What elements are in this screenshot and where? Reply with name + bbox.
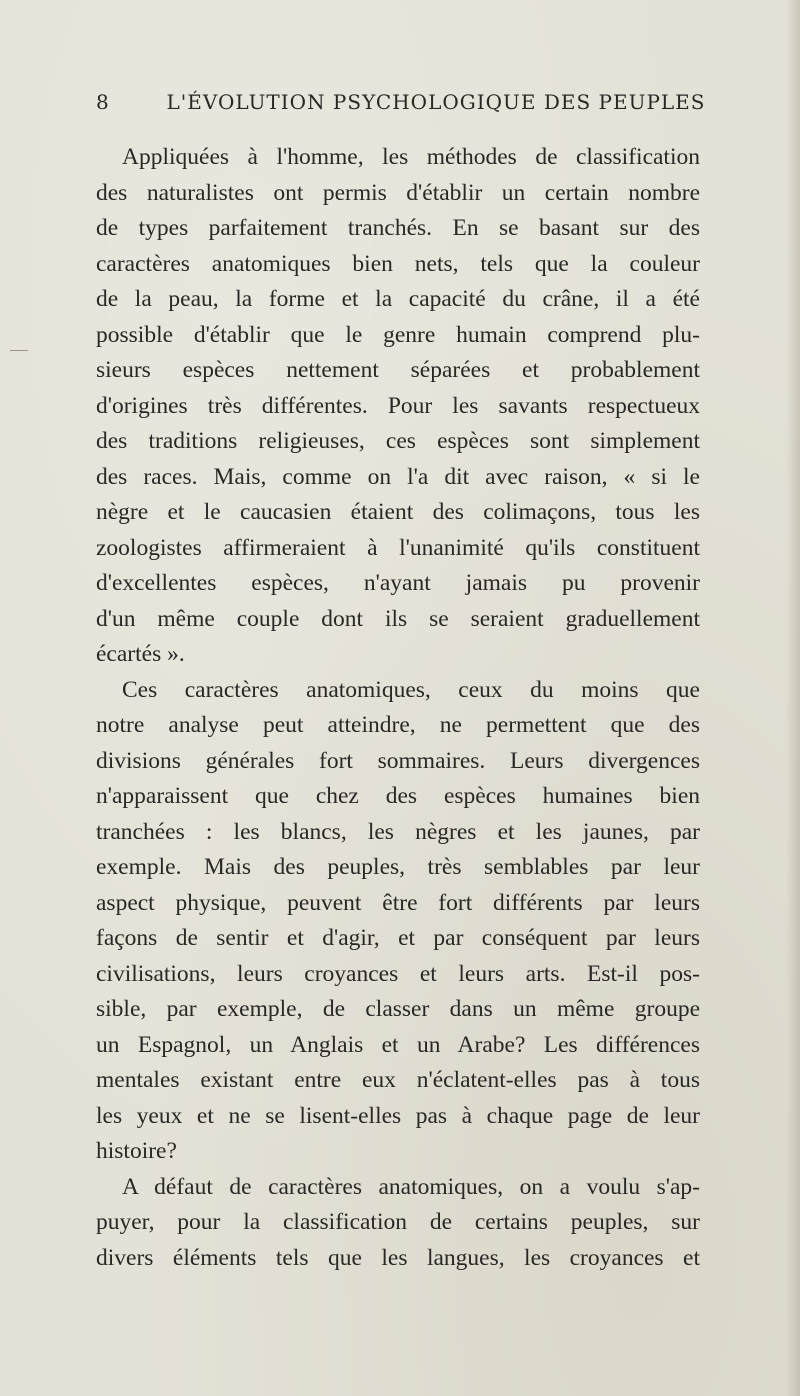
text-line: façons de sentir et d'agir, et par conséquent par leurs bbox=[96, 925, 700, 951]
text-line: civilisations, leurs croyances et leurs arts. Est-il pos- bbox=[96, 960, 700, 987]
running-title: L'ÉVOLUTION PSYCHOLOGIQUE DES PEUPLES bbox=[166, 90, 706, 114]
text-line: tranchées : les blancs, les nègres et les jaunes, par bbox=[96, 818, 700, 845]
text-line: de types parfaitement tranchés. En se basant sur des bbox=[96, 215, 700, 241]
margin-mark bbox=[10, 350, 28, 351]
text-line: caractères anatomiques bien nets, tels que la couleur bbox=[96, 250, 700, 277]
text-line: divisions générales fort sommaires. Leurs divergences bbox=[96, 747, 700, 774]
text-line: sible, par exemple, de classer dans un même groupe bbox=[96, 996, 700, 1022]
text-line: divers éléments tels que les langues, les croyances et bbox=[96, 1244, 700, 1271]
text-line: histoire? bbox=[96, 1138, 177, 1164]
text-line: zoologistes affirmeraient à l'unanimité qu'ils constituent bbox=[96, 534, 700, 561]
text-line: d'excellentes espèces, n'ayant jamais pu provenir bbox=[96, 570, 700, 596]
text-line: écartés ». bbox=[96, 641, 185, 667]
text-line: sieurs espèces nettement séparées et probablement bbox=[96, 357, 700, 383]
text-line: puyer, pour la classification de certains peuples, sur bbox=[96, 1209, 700, 1235]
text-line: notre analyse peut atteindre, ne permettent que des bbox=[96, 712, 700, 738]
text-line: des traditions religieuses, ces espèces sont simplement bbox=[96, 428, 700, 454]
text-line: nègre et le caucasien étaient des colimaçons, tous les bbox=[96, 499, 700, 525]
body-text bbox=[96, 140, 700, 1276]
page-edge-shadow bbox=[786, 0, 800, 1396]
page-number: 8 bbox=[96, 90, 110, 114]
text-line: un Espagnol, un Anglais et un Arabe? Les différences bbox=[96, 1031, 700, 1058]
text-line: d'un même couple dont ils se seraient graduellement bbox=[96, 605, 700, 632]
text-line: aspect physique, peuvent être fort différents par leurs bbox=[96, 889, 700, 916]
text-line: mentales existant entre eux n'éclatent-elles pas à tous bbox=[96, 1067, 700, 1093]
text-line: les yeux et ne se lisent-elles pas à chaque page de leur bbox=[96, 1102, 700, 1129]
page-header bbox=[96, 90, 706, 122]
text-line: de la peau, la forme et la capacité du crâne, il a été bbox=[96, 286, 700, 312]
text-line: Appliquées à l'homme, les méthodes de classification bbox=[122, 144, 700, 170]
text-line: possible d'établir que le genre humain comprend plu- bbox=[96, 321, 700, 348]
text-line: d'origines très différentes. Pour les savants respectueux bbox=[96, 392, 700, 419]
text-line: exemple. Mais des peuples, très semblables par leur bbox=[96, 854, 700, 880]
text-line: Ces caractères anatomiques, ceux du moins que bbox=[122, 676, 700, 703]
text-line: n'apparaissent que chez des espèces humaines bien bbox=[96, 783, 700, 809]
text-line: des naturalistes ont permis d'établir un certain nombre bbox=[96, 179, 700, 206]
text-line: des races. Mais, comme on l'a dit avec raison, « si le bbox=[96, 463, 700, 490]
text-line: A défaut de caractères anatomiques, on a voulu s'ap- bbox=[122, 1173, 700, 1200]
